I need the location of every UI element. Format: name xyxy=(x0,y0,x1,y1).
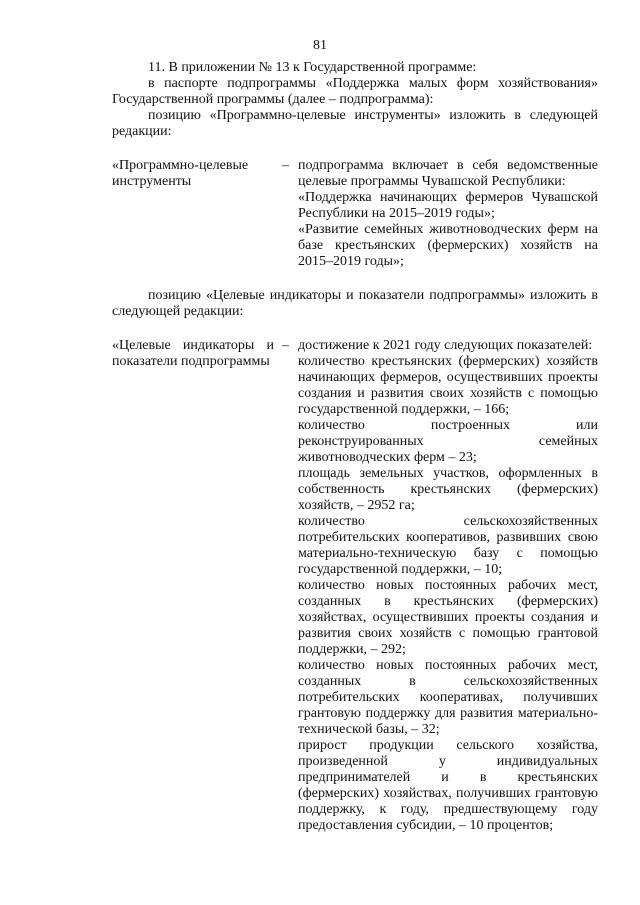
value-paragraph: количество построенных или реконструированных семейных животноводческих ферм – 23; xyxy=(298,418,598,465)
row-dash: – xyxy=(282,158,289,173)
position-programs-row xyxy=(112,158,598,273)
value-paragraph: количество новых постоянных рабочих мест, созданных в крестьянских (фермерских) хозяйствах, осуществивших проекты создания и развития своих хозяйств с помощью грантовой поддержки, – 292; xyxy=(298,578,598,657)
value-paragraph: площадь земельных участков, оформленных в собственность крестьянских (фермерских) хозяйств, – 2952 га; xyxy=(298,466,598,513)
value-paragraph: количество крестьянских (фермерских) хозяйств начинающих фермеров, осуществивших проекты создания и развития своих хозяйств с помощью государственной поддержки, – 166; xyxy=(298,354,598,417)
row-value xyxy=(298,158,598,270)
row-label: «Целевые индикаторы и показатели подпрограммы xyxy=(112,338,274,369)
value-paragraph: количество сельскохозяйственных потребительских кооперативов, развивших свою материально-техническую базу с помощью государственной поддержки, – 10; xyxy=(298,514,598,577)
value-paragraph: количество новых постоянных рабочих мест, созданных в сельскохозяйственных потребительских кооперативах, получивших грантовую поддержку для развития материально-технической базы, – 32; xyxy=(298,658,598,737)
intro-paragraph: в паспорте подпрограммы «Поддержка малых форм хозяйствования» Государственной программы (далее – подпрограмма): xyxy=(112,76,598,107)
intro-paragraph: позицию «Программно-целевые инструменты» изложить в следующей редакции: xyxy=(112,108,598,139)
value-paragraph: прирост продукции сельского хозяйства, произведенной у индивидуальных предпринимателей и в крестьянских (фермерских) хозяйствах, получивших грантовую поддержку, к году, предшествующему году предоставления субсидии, – 10 процентов; xyxy=(298,738,598,833)
position-indicators-row xyxy=(112,338,598,833)
value-paragraph: «Развитие семейных животноводческих ферм на базе крестьянских (фермерских) хозяйств на 2015–2019 годы»; xyxy=(298,222,598,269)
middle-paragraph: позицию «Целевые индикаторы и показатели подпрограммы» изложить в следующей редакции: xyxy=(112,288,598,319)
middle-section xyxy=(112,288,598,320)
page-number: 81 xyxy=(313,38,327,53)
value-paragraph: достижение к 2021 году следующих показателей: xyxy=(298,338,593,353)
value-paragraph: подпрограмма включает в себя ведомственные целевые программы Чувашской Республики: xyxy=(298,158,598,189)
intro-paragraph: 11. В приложении № 13 к Государственной программе: xyxy=(148,60,477,75)
value-paragraph: «Поддержка начинающих фермеров Чувашской Республики на 2015–2019 годы»; xyxy=(298,190,598,221)
row-value xyxy=(298,338,598,834)
intro-section xyxy=(112,60,598,140)
row-label: «Программно-целевые инструменты xyxy=(112,158,249,189)
row-dash: – xyxy=(282,338,289,353)
